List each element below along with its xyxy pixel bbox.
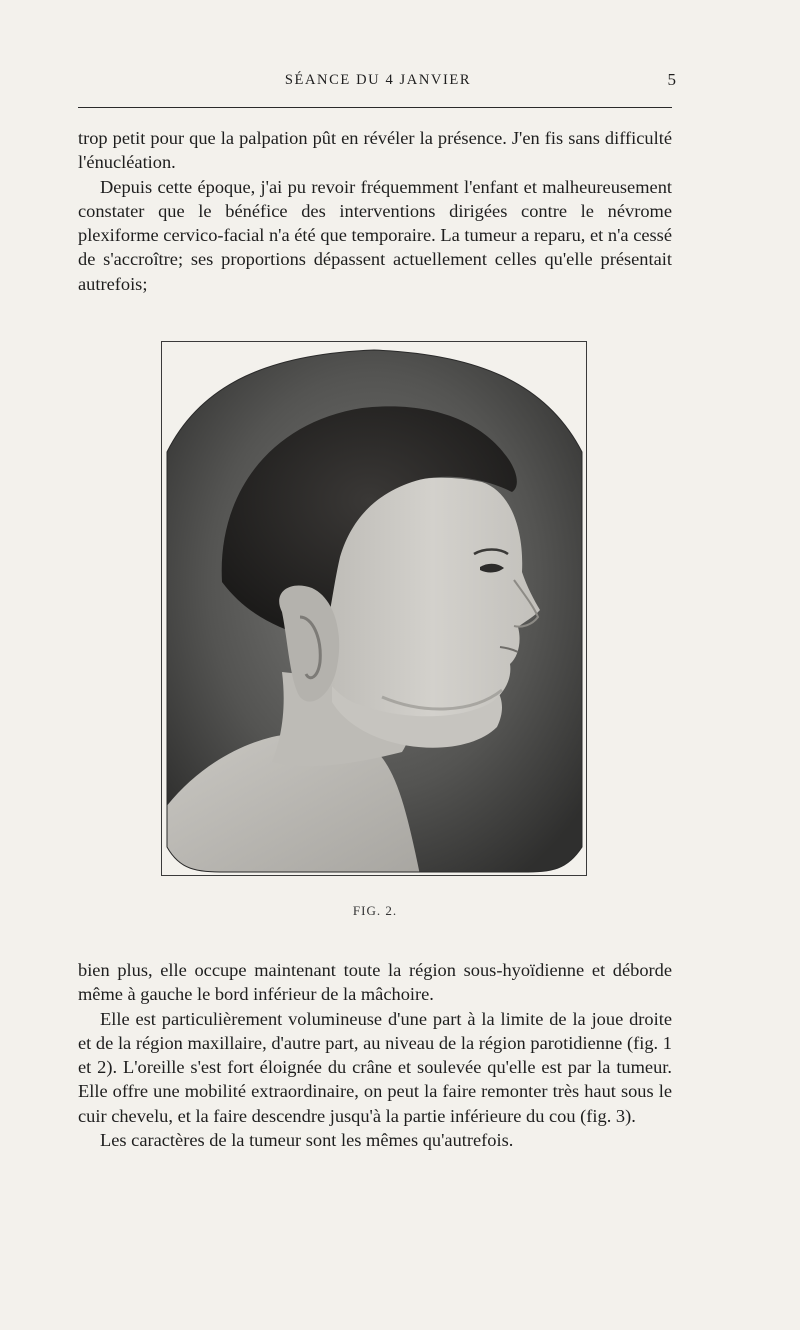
portrait-photo-illustration — [162, 342, 586, 875]
paragraph: Depuis cette époque, j'ai pu revoir fréquemment l'enfant et malheureusement constater que le bénéfice des interventions dirigées contre le névrome plexiforme cervico-facial n'a été que temporaire. La tumeur a reparu, et n'a cessé de s'accroître; ses proportions dépassent actuellement celles qu'elle présentait autrefois; — [78, 176, 672, 294]
paragraph: Elle est particulièrement volumineuse d'une part à la limite de la joue droite et de la région maxillaire, d'autre part, au niveau de la région parotidienne (fig. 1 et 2). L'oreille s'est fort éloignée du crâne et soulevée qu'elle est par la tumeur. Elle offre une mobilité extraordinaire, on peut la faire remonter très haut sous le cuir chevelu, et la faire descendre jusqu'à la partie inférieure du cou (fig. 3). — [78, 1008, 672, 1126]
paragraph: trop petit pour que la palpation pût en révéler la présence. J'en fis sans difficulté l'énucléation. — [78, 128, 672, 173]
text-block-top — [78, 126, 672, 296]
page-number: 5 — [667, 70, 676, 89]
figure-caption: FIG. 2. — [352, 903, 398, 918]
paragraph: bien plus, elle occupe maintenant toute la région sous-hyoïdienne et déborde même à gauche le bord inférieur de la mâchoire. — [78, 960, 672, 1005]
running-title: SÉANCE DU 4 JANVIER — [284, 72, 472, 88]
text-block-bottom — [78, 958, 672, 1152]
running-head — [78, 68, 678, 98]
paragraph: Les caractères de la tumeur sont les mêmes qu'autrefois. — [100, 1130, 514, 1151]
header-rule — [78, 107, 672, 108]
figure-photograph — [161, 341, 587, 876]
